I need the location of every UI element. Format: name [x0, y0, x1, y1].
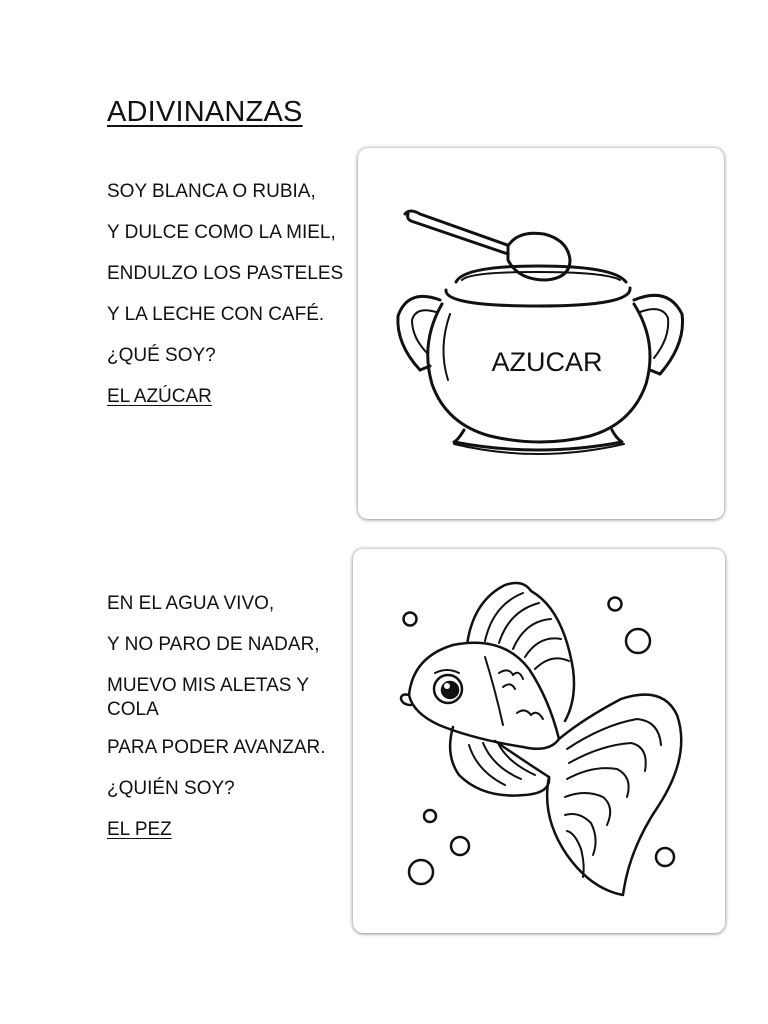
- fish-with-bubbles-icon: [353, 549, 725, 933]
- riddle-sugar-text: [107, 180, 347, 426]
- sugar-pot-label: AZUCAR: [491, 347, 603, 377]
- riddle-line: EN EL AGUA VIVO,: [107, 593, 275, 614]
- riddle-line: Y LA LECHE CON CAFÉ.: [107, 304, 325, 325]
- riddle-answer: EL AZÚCAR: [107, 386, 212, 407]
- riddle-line: PARA PODER AVANZAR.: [107, 737, 326, 758]
- sugar-image-card: [358, 148, 724, 519]
- fish-image-card: [353, 549, 725, 933]
- riddle-question: ¿QUIÉN SOY?: [107, 778, 235, 799]
- riddle-line: Y NO PARO DE NADAR,: [107, 634, 320, 655]
- riddle-line: Y DULCE COMO LA MIEL,: [107, 222, 336, 243]
- sugar-pot-with-spoon-icon: [358, 148, 724, 519]
- riddle-line: SOY BLANCA O RUBIA,: [107, 181, 316, 202]
- riddle-answer: EL PEZ: [107, 819, 172, 840]
- riddle-question: ¿QUÉ SOY?: [107, 345, 216, 366]
- page-title: ADIVINANZAS: [107, 96, 303, 128]
- riddle-line: ENDULZO LOS PASTELES: [107, 263, 344, 284]
- riddle-line: MUEVO MIS ALETAS Y COLA: [107, 675, 309, 720]
- riddle-fish-text: [107, 592, 347, 859]
